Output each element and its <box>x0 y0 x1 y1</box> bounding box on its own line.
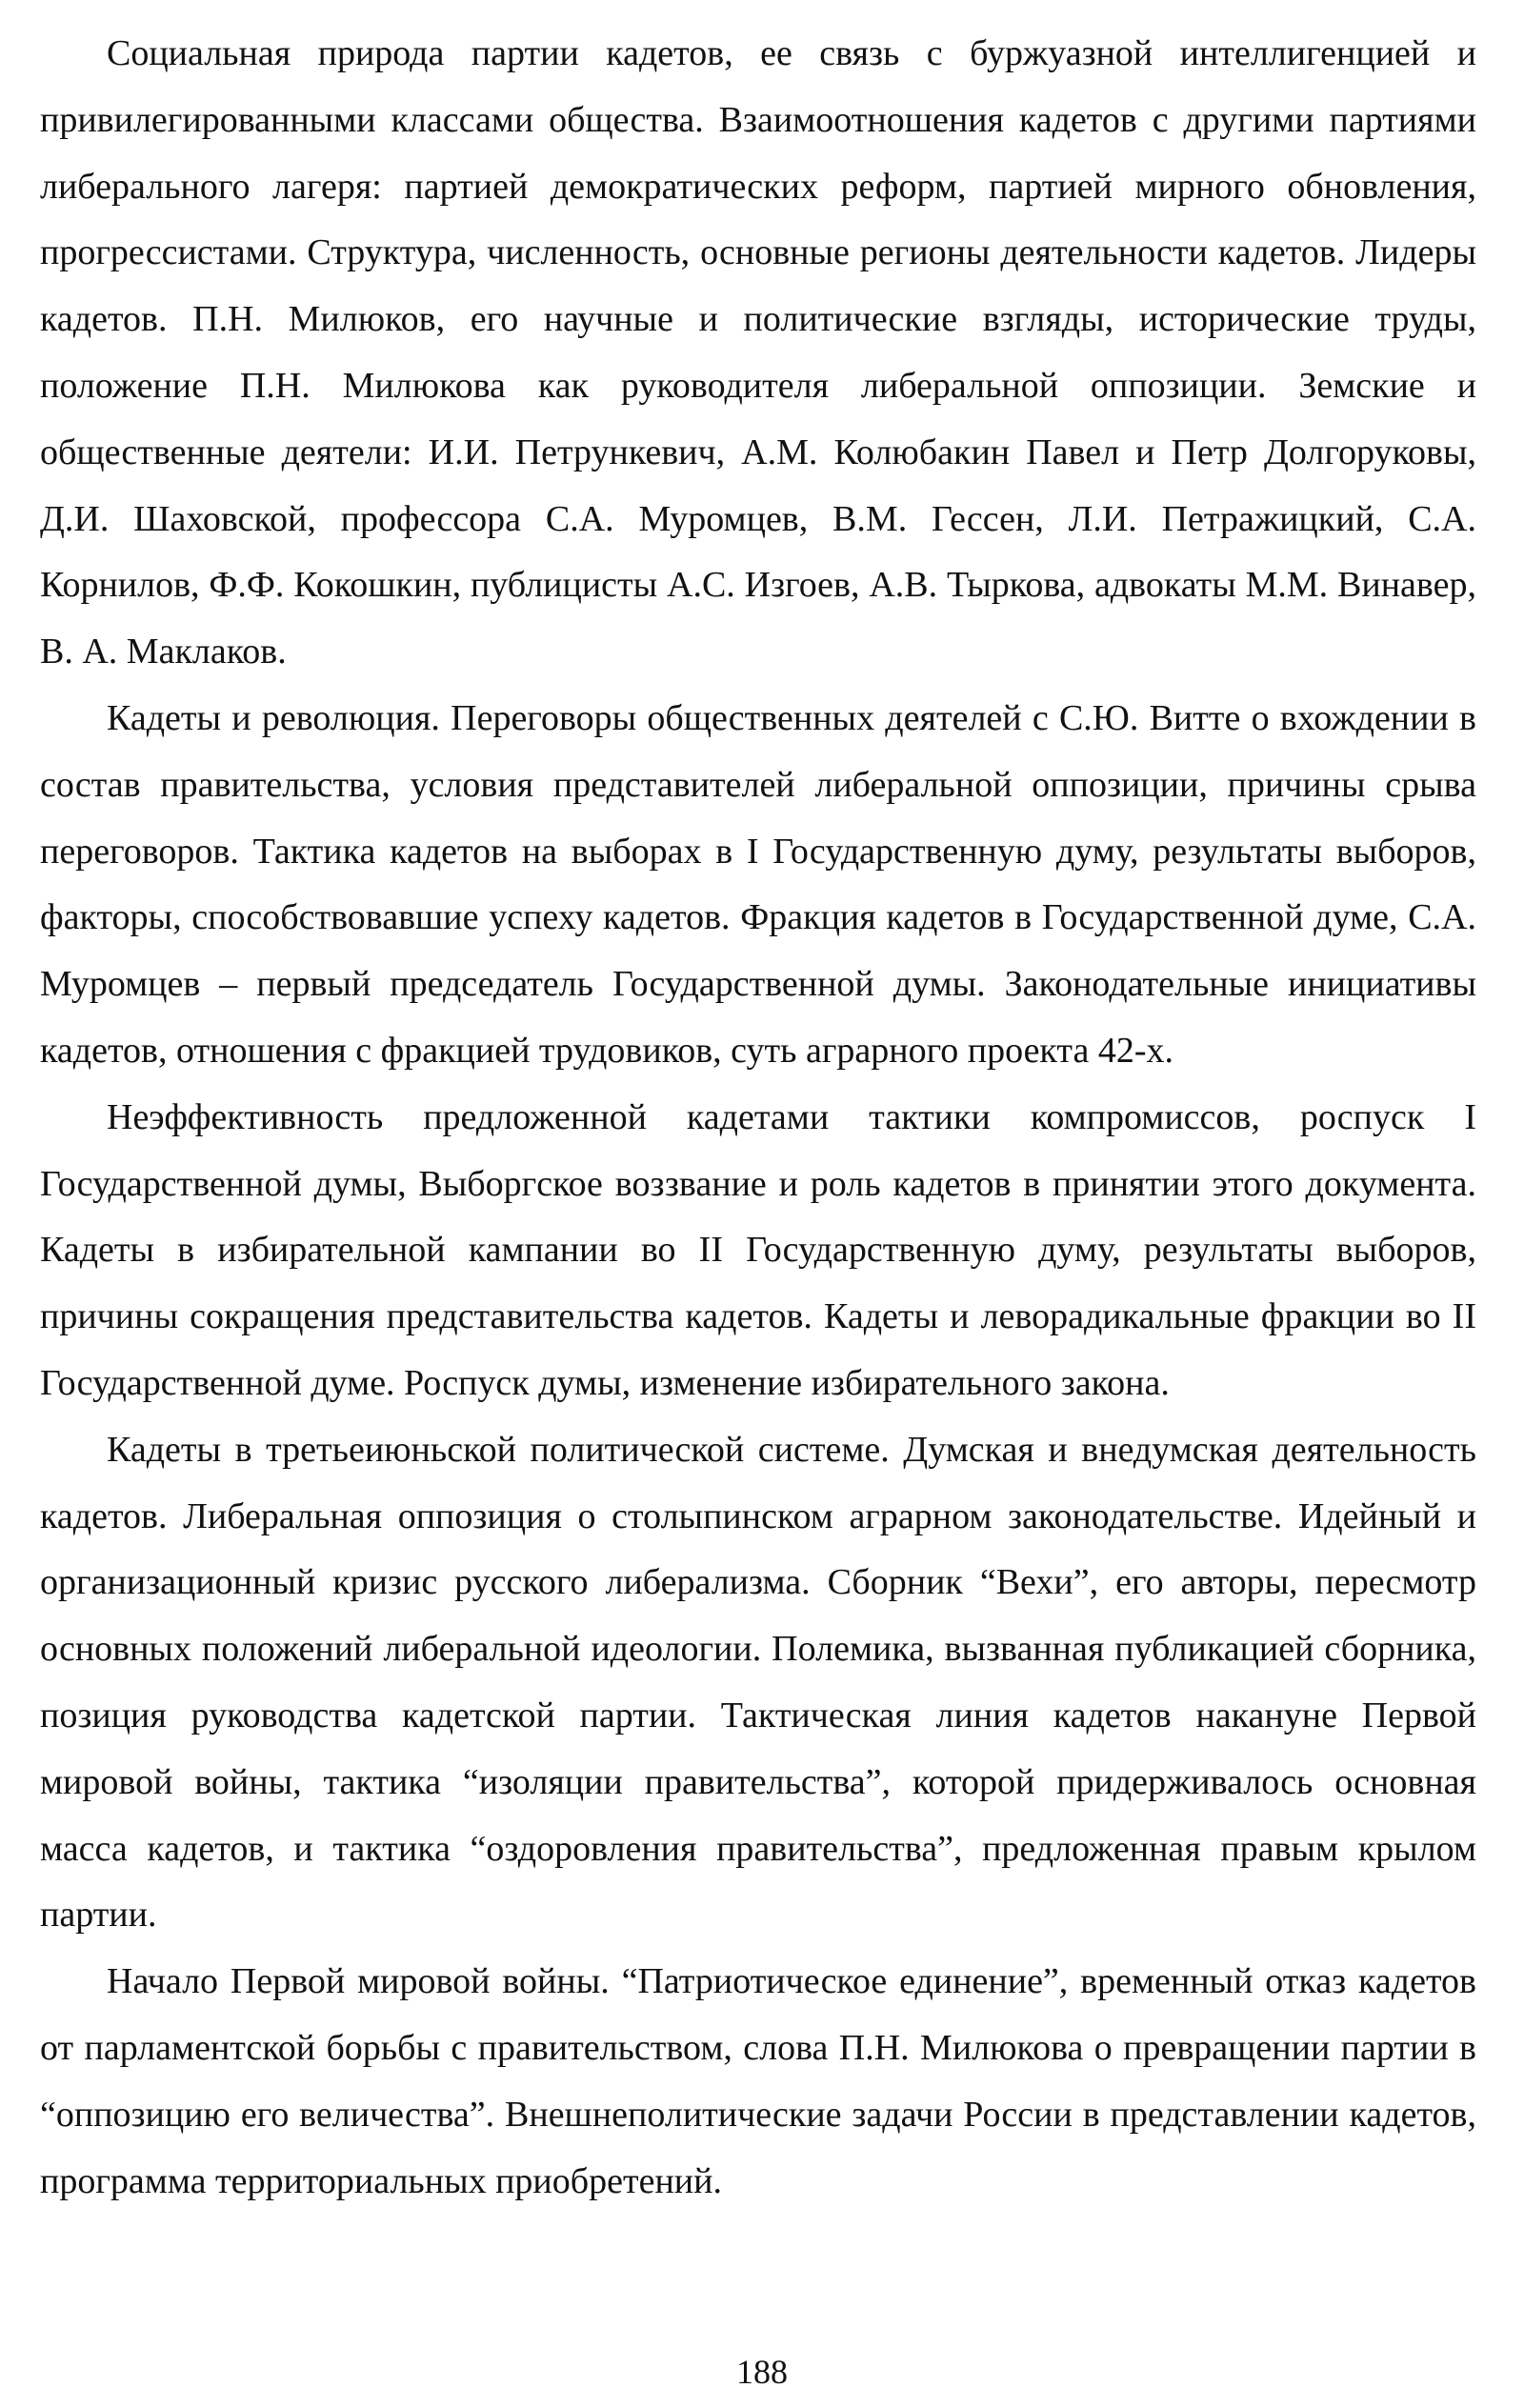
paragraph-cadets-social-nature: Социальная природа партии кадетов, ее связь с буржуазной интеллигенцией и привилегированными классами общества. Взаимоотношения кадетов с другими партиями либерального лагеря: партией демократических реформ, партией мирного обновления, прогрессистами. Структура, численность, основные регионы деятельности кадетов. Лидеры кадетов. П.Н. Милюков, его научные и политические взгляды, исторические труды, положение П.Н. Милюкова как руководителя либеральной оппозиции. Земские и общественные деятели: И.И. Петрункевич, А.М. Колюбакин Павел и Петр Долгоруковы, Д.И. Шаховской, профессора С.А. Муромцев, В.М. Гессен, Л.И. Петражицкий, С.А. Корнилов, Ф.Ф. Кокошкин, публицисты А.С. Изгоев, А.В. Тыркова, адвокаты М.М. Винавер, В. А. Маклаков. <box>40 33 1476 672</box>
paragraph-duma-dissolution: Неэффективность предложенной кадетами тактики компромиссов, роспуск I Государственной думы, Выборгское воззвание и роль кадетов в принятии этого документа. Кадеты в избирательной кампании во II Государственную думу, результаты выборов, причины сокращения представительства кадетов. Кадеты и леворадикальные фракции во II Государственной думе. Роспуск думы, изменение избирательного закона. <box>40 1096 1476 1403</box>
paragraph-world-war-one: Начало Первой мировой войны. “Патриотическое единение”, временный отказ кадетов от парламентской борьбы с правительством, слова П.Н. Милюкова о превращении партии в “оппозицию его величества”. Внешнеполитические задачи России в представлении кадетов, программа территориальных приобретений. <box>40 1961 1476 2201</box>
page-number: 188 <box>736 2353 788 2391</box>
paragraph-june-third-system: Кадеты в третьеиюньской политической системе. Думская и внедумская деятельность кадетов. Либеральная оппозиция о столыпинском аграрном законодательстве. Идейный и организационный кризис русского либерализма. Сборник “Вехи”, его авторы, пересмотр основных положений либеральной идеологии. Полемика, вызванная публикацией сборника, позиция руководства кадетской партии. Тактическая линия кадетов накануне Первой мировой войны, тактика “изоляции правительства”, которой придерживалось основная масса кадетов, и тактика “оздоровления правительства”, предложенная правым крылом партии. <box>40 1429 1476 1936</box>
body-text <box>40 21 1476 2215</box>
paragraph-cadets-and-revolution: Кадеты и революция. Переговоры общественных деятелей с С.Ю. Витте о вхождении в состав правительства, условия представителей либеральной оппозиции, причины срыва переговоров. Тактика кадетов на выборах в I Государственную думу, результаты выборов, факторы, способствовавшие успеху кадетов. Фракция кадетов в Государственной думе, С.А. Муромцев – первый председатель Государственной думы. Законодательные инициативы кадетов, отношения с фракцией трудовиков, суть аграрного проекта 42-х. <box>40 697 1476 1071</box>
